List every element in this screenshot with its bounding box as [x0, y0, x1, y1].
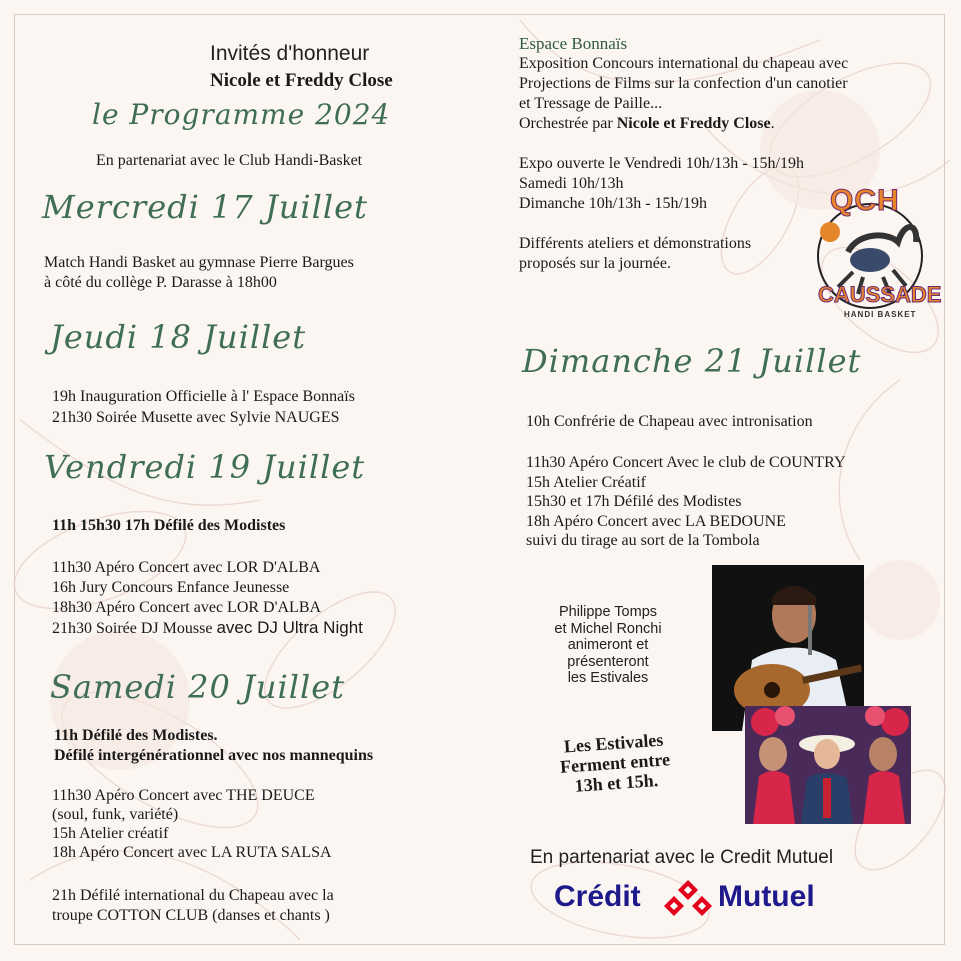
- caussade-text: CAUSSADE: [818, 282, 942, 307]
- closing-line: 13h et 15h.: [574, 770, 659, 796]
- handi-basket-partnership: En partenariat avec le Club Handi-Basket: [96, 152, 363, 169]
- handi-basket-text: HANDI BASKET: [844, 310, 917, 319]
- saturday-title: Samedi 20 Juillet: [50, 668, 345, 706]
- espace-line: Exposition Concours international du chapeau avec: [519, 55, 849, 72]
- event-line: 18h30 Apéro Concert avec LOR D'ALBA: [52, 599, 322, 616]
- hosts-line: et Michel Ronchi: [554, 620, 662, 637]
- event-line: 11h30 Apéro Concert avec LOR D'ALBA: [52, 559, 321, 576]
- saturday-headline: [54, 726, 373, 766]
- closing-line: Ferment entre: [559, 749, 671, 777]
- event-line: suivi du tirage au sort de la Tombola: [526, 532, 760, 549]
- wednesday-events: [44, 253, 354, 293]
- event-line: 21h30 Soirée Musette avec Sylvie NAUGES: [52, 409, 340, 426]
- closing-notice: [538, 728, 692, 798]
- friday-title: Vendredi 19 Juillet: [44, 448, 366, 486]
- event-line: (soul, funk, variété): [52, 806, 179, 823]
- hours-line: Samedi 10h/13h: [519, 175, 624, 192]
- saturday-headline-line: Défilé intergénérationnel avec nos mannequins: [54, 747, 374, 764]
- espace-workshops: [519, 234, 751, 274]
- thursday-title: Jeudi 18 Juillet: [50, 318, 307, 356]
- espace-line: Orchestrée par Nicole et Freddy Close.: [519, 115, 775, 132]
- wednesday-title: Mercredi 17 Juillet: [42, 188, 368, 226]
- event-line: 18h Apéro Concert avec LA BEDOUNE: [526, 512, 786, 530]
- event-line: à côté du collège P. Darasse à 18h00: [44, 274, 277, 291]
- hosts-line: Philippe Tomps: [558, 604, 658, 620]
- guests-title: Invités d'honneur: [210, 42, 370, 65]
- closing-line: Les Estivales: [563, 729, 664, 757]
- hosts-text: [527, 604, 689, 687]
- hosts-line: présenteront: [567, 653, 649, 670]
- friday-events: [52, 558, 363, 639]
- espace-line: et Tressage de Paille...: [519, 95, 663, 112]
- workshop-line: Différents ateliers et démonstrations: [519, 235, 752, 252]
- credit-mutuel-emblem-icon: [662, 878, 714, 920]
- sunday-first-event: 10h Confrérie de Chapeau avec intronisation: [526, 413, 813, 430]
- event-line: 11h30 Apéro Concert avec THE DEUCE: [52, 787, 315, 804]
- dancers-photo: [745, 706, 911, 824]
- espace-hours: [519, 154, 804, 214]
- guests-names: Nicole et Freddy Close: [210, 70, 393, 91]
- thursday-events: [52, 386, 355, 428]
- event-line: 15h Atelier Créatif: [526, 473, 646, 491]
- workshop-line: proposés sur la journée.: [519, 255, 671, 272]
- event-line: troupe COTTON CLUB (danses et chants ): [52, 907, 330, 924]
- saturday-events: [52, 786, 332, 862]
- friday-headline: 11h 15h30 17h Défilé des Modistes: [52, 517, 286, 534]
- event-line: 18h Apéro Concert avec LA RUTA SALSA: [52, 844, 332, 861]
- espace-title: Espace Bonnaïs: [519, 34, 628, 53]
- event-line: 19h Inauguration Officielle à l' Espace Bonnaïs: [52, 388, 355, 405]
- programme-title: le Programme 2024: [92, 98, 391, 131]
- hosts-line: les Estivales: [567, 670, 649, 686]
- sunday-events: [526, 453, 846, 551]
- event-line: 15h30 et 17h Défilé des Modistes: [526, 493, 742, 510]
- credit-word: Crédit: [554, 880, 641, 913]
- hosts-line: animeront et: [567, 637, 649, 653]
- saturday-headline-line: 11h Défilé des Modistes.: [54, 727, 218, 744]
- hours-line: Dimanche 10h/13h - 15h/19h: [519, 195, 707, 212]
- mutuel-word: Mutuel: [718, 880, 815, 913]
- event-line: 11h30 Apéro Concert Avec le club de COUNTRY: [526, 454, 846, 471]
- event-line: Match Handi Basket au gymnase Pierre Bargues: [44, 254, 354, 271]
- event-line: 16h Jury Concours Enfance Jeunesse: [52, 579, 290, 596]
- dancers-image: [745, 706, 911, 824]
- credit-mutuel-logo: [554, 878, 844, 922]
- sunday-title: Dimanche 21 Juillet: [522, 342, 862, 380]
- credit-mutuel-partnership: En partenariat avec le Credit Mutuel: [530, 847, 834, 868]
- och-caussade-logo: [808, 182, 942, 330]
- event-line: 21h30 Soirée DJ Mousse avec DJ Ultra Night: [52, 618, 363, 637]
- och-text: QCH: [830, 184, 900, 217]
- saturday-evening: [52, 886, 334, 926]
- event-line: 21h Défilé international du Chapeau avec la: [52, 887, 334, 904]
- hours-line: Expo ouverte le Vendredi 10h/13h - 15h/19h: [519, 155, 804, 172]
- espace-description: [519, 54, 848, 134]
- espace-line: Projections de Films sur la confection d'un canotier: [519, 75, 848, 92]
- event-line: 15h Atelier créatif: [52, 825, 169, 842]
